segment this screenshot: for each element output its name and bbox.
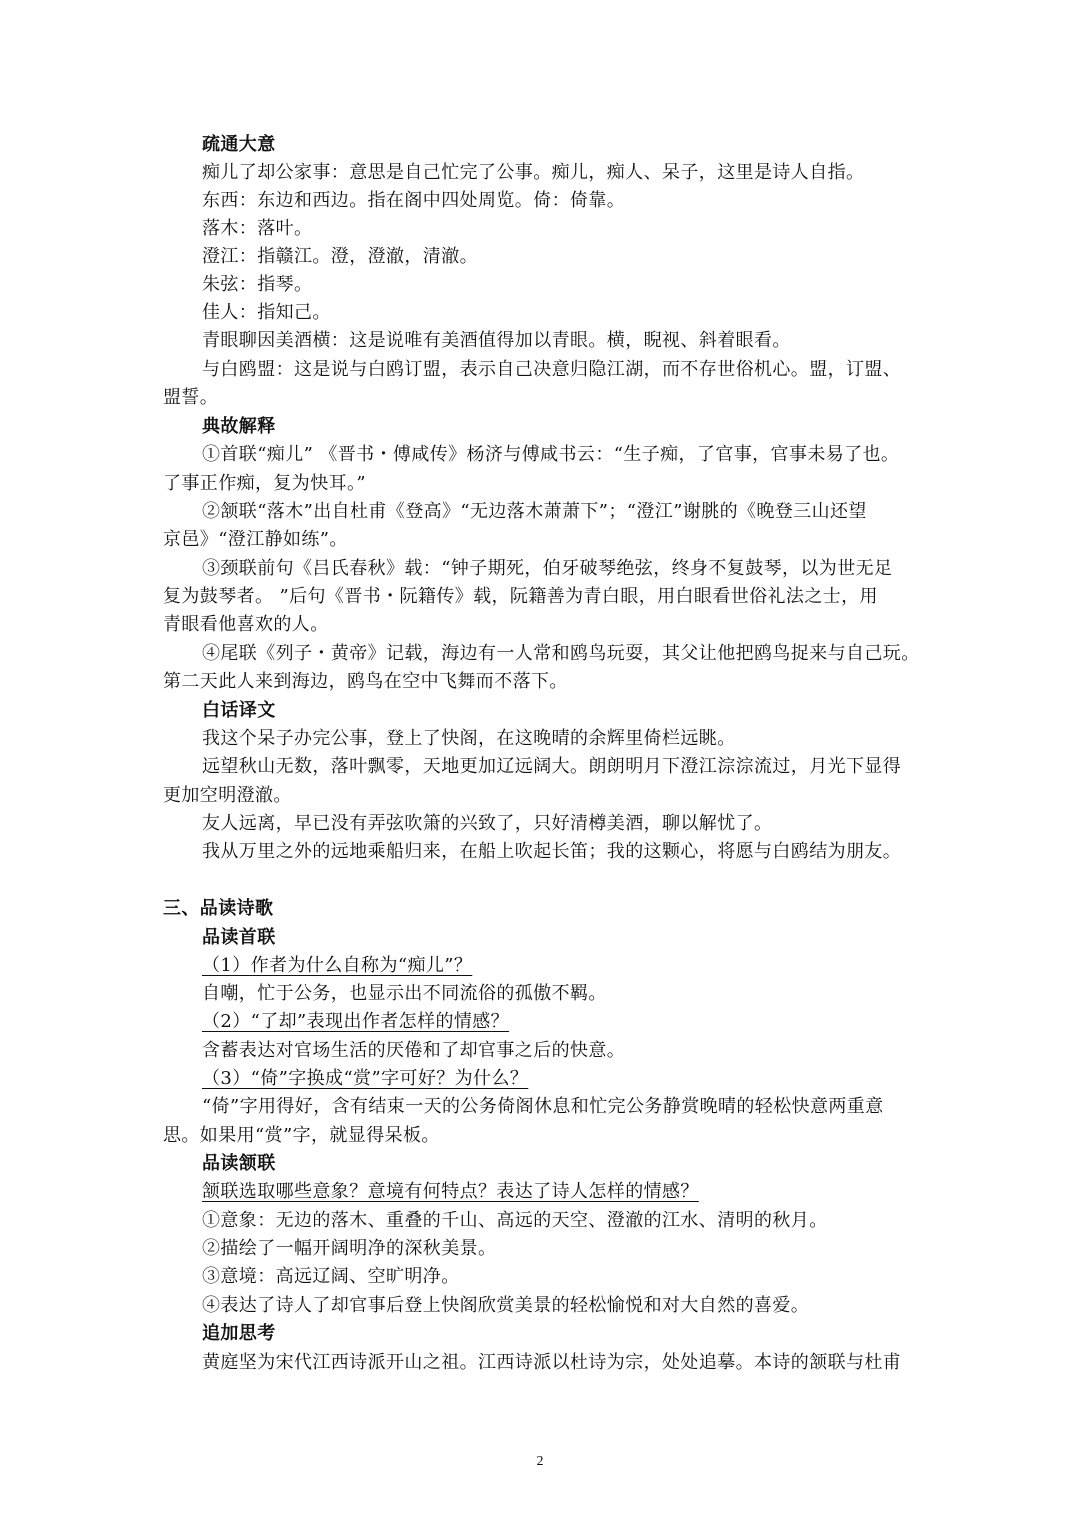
answer-line: 含蓄表达对官场生活的厌倦和了却官事之后的快意。 (202, 1040, 626, 1061)
paragraph-line: 友人远离，早已没有弄弦吹箫的兴致了，只好清樽美酒，聊以解忧了。 (202, 813, 773, 834)
answer-line: ③意境：高远辽阔、空旷明净。 (202, 1266, 460, 1287)
paragraph-line: ①首联“痴儿” 《晋书・傅咸传》杨济与傅咸书云：“生子痴，了官事，官事未易了也。 (202, 444, 900, 465)
answer-line: “倚”字用得好，含有结束一天的公务倚阁休息和忙完公务静赏晚晴的轻松快意两重意 (202, 1096, 884, 1117)
paragraph-line: 佳人：指知己。 (202, 302, 331, 323)
paragraph-line: 盟誓。 (163, 387, 219, 408)
question-line: （2）“了却”表现出作者怎样的情感？ (202, 1011, 510, 1032)
heading-diangu: 典故解释 (202, 416, 276, 437)
section-title-pindu: 三、品读诗歌 (163, 898, 274, 919)
paragraph-line: ②颔联“落木”出自杜甫《登高》“无边落木萧萧下”；“澄江”谢朓的《晚登三山还望 (202, 501, 867, 522)
answer-line: ④表达了诗人了却官事后登上快阁欣赏美景的轻松愉悦和对大自然的喜爱。 (202, 1295, 810, 1316)
paragraph-line: 复为鼓琴者。 ”后句《晋书・阮籍传》载，阮籍善为青白眼，用白眼看世俗礼法之士，用 (163, 586, 878, 607)
heading-baihua: 白话译文 (202, 700, 276, 721)
question-line: （3）“倚”字换成“赏”字可好？为什么？ (202, 1068, 529, 1089)
page-number: 2 (536, 1454, 544, 1469)
paragraph-line: ③颈联前句《吕氏春秋》载：“钟子期死，伯牙破琴绝弦，终身不复鼓琴，以为世无足 (202, 558, 893, 579)
paragraph-line: 痴儿了却公家事：意思是自己忙完了公事。痴儿，痴人、呆子，这里是诗人自指。 (202, 162, 865, 183)
heading-hanlian: 品读颔联 (202, 1153, 276, 1174)
heading-zhuijia: 追加思考 (202, 1323, 276, 1344)
paragraph-line: 第二天此人来到海边，鸥鸟在空中飞舞而不落下。 (163, 671, 568, 692)
answer-line: 自嘲，忙于公务，也显示出不同流俗的孤傲不羁。 (202, 983, 607, 1004)
paragraph-line: 京邑》“澄江静如练”。 (163, 529, 348, 550)
paragraph-line: 朱弦：指琴。 (202, 274, 313, 295)
paragraph-line: 更加空明澄澈。 (163, 785, 292, 806)
paragraph-line: ④尾联《列子・黄帝》记载，海边有一人常和鸥鸟玩耍，其父让他把鸥鸟捉来与自己玩。 (202, 643, 920, 664)
paragraph-line: 我从万里之外的远地乘船归来，在船上吹起长笛；我的这颗心，将愿与白鸥结为朋友。 (202, 841, 902, 862)
paragraph-line: 澄江：指赣江。澄，澄澈，清澈。 (202, 246, 478, 267)
paragraph-line: 青眼看他喜欢的人。 (163, 614, 329, 635)
answer-line: ②描绘了一幅开阔明净的深秋美景。 (202, 1238, 497, 1259)
paragraph-line: 青眼聊因美酒横：这是说唯有美酒值得加以青眼。横，睨视、斜着眼看。 (202, 330, 791, 351)
paragraph-line: 与白鸥盟：这是说与白鸥订盟，表示自己决意归隐江湖，而不存世俗机心。盟，订盟、 (202, 359, 902, 380)
heading-shoulian: 品读首联 (202, 927, 276, 948)
paragraph-line: 我这个呆子办完公事，登上了快阁，在这晚晴的余辉里倚栏远眺。 (202, 728, 736, 749)
question-line: 颔联选取哪些意象？意境有何特点？表达了诗人怎样的情感？ (202, 1181, 699, 1202)
paragraph-line: 了事正作痴，复为快耳。” (163, 473, 367, 494)
paragraph-line: 东西：东边和西边。指在阁中四处周览。倚：倚靠。 (202, 190, 626, 211)
paragraph-line: 黄庭坚为宋代江西诗派开山之祖。江西诗派以杜诗为宗，处处追摹。本诗的颔联与杜甫 (202, 1352, 902, 1373)
answer-line: 思。如果用“赏”字，就显得呆板。 (163, 1125, 440, 1146)
answer-line: ①意象：无边的落木、重叠的千山、高远的天空、澄澈的江水、清明的秋月。 (202, 1210, 828, 1231)
paragraph-line: 远望秋山无数，落叶飘零，天地更加辽远阔大。朗朗明月下澄江淙淙流过，月光下显得 (202, 756, 902, 777)
heading-shutong: 疏通大意 (202, 134, 276, 155)
paragraph-line: 落木：落叶。 (202, 218, 313, 239)
question-line: （1）作者为什么自称为“痴儿”？ (202, 955, 473, 976)
